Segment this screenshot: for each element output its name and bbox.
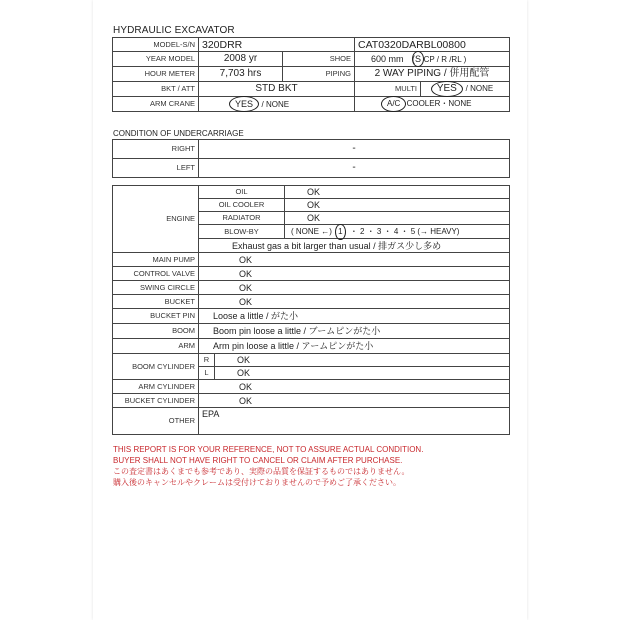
arm-cylinder-label: ARM CYLINDER [113, 380, 199, 394]
oil-value: OK [285, 186, 510, 199]
shoe-label: SHOE [283, 52, 355, 67]
other-value: EPA [199, 408, 510, 435]
model-sn-label: MODEL-S/N [113, 38, 199, 52]
swing-circle-label: SWING CIRCLE [113, 281, 199, 295]
arm-label: ARM [113, 339, 199, 354]
year-label: YEAR MODEL [113, 52, 199, 67]
report-title: HYDRAULIC EXCAVATOR [113, 25, 235, 36]
model-value: 320DRR [199, 38, 355, 52]
boom-cyl-l-value: OK [215, 367, 510, 380]
arm-crane-options: / NONE [261, 99, 290, 109]
radiator-label: RADIATOR [199, 212, 285, 225]
ac-options: COOLER・NONE [406, 99, 472, 108]
shoe-options: CP / R /RL ) [423, 54, 467, 64]
hour-value: 7,703 hrs [199, 67, 283, 82]
bucket-value: OK [199, 295, 510, 309]
other-label: OTHER [113, 408, 199, 435]
blowby-prefix: ( NONE ←) [291, 226, 332, 236]
bucket-label: BUCKET [113, 295, 199, 309]
arm-crane-cell [199, 97, 355, 112]
year-value: 2008 yr [199, 52, 283, 67]
multi-cell [421, 82, 510, 97]
right-value: - [199, 140, 510, 159]
engine-label: ENGINE [113, 186, 199, 253]
disclaimer-line-2: BUYER SHALL NOT HAVE RIGHT TO CANCEL OR CLAIM AFTER PURCHASE. [113, 456, 403, 465]
blowby-note: Exhaust gas a bit larger than usual / 排ガス少し多め [199, 239, 510, 253]
components-table [112, 185, 510, 435]
shoe-selected-s: S [415, 53, 422, 64]
boom-cyl-l-label: L [199, 367, 215, 380]
right-label: RIGHT [113, 140, 199, 159]
piping-label: PIPING [283, 67, 355, 82]
disclaimer-line-4: 購入後のキャンセルやクレームは受付けておりませんので予めご了承ください。 [113, 478, 401, 487]
blowby-suffix: ・ 2 ・ 3 ・ 4 ・ 5 (→ HEAVY) [349, 226, 460, 236]
left-label: LEFT [113, 159, 199, 178]
disclaimer-line-3: この査定書はあくまでも参考であり、実際の品質を保証するものではありません。 [113, 467, 410, 476]
ac-selected: A/C [387, 99, 401, 108]
piping-value: 2 WAY PIPING / 併用配管 [355, 67, 510, 82]
boom-value: Boom pin loose a little / ブームピンがた小 [199, 324, 510, 339]
main-pump-value: OK [199, 253, 510, 267]
ac-cell [355, 97, 510, 112]
boom-label: BOOM [113, 324, 199, 339]
swing-circle-value: OK [199, 281, 510, 295]
arm-cylinder-value: OK [199, 380, 510, 394]
arm-crane-yes-selected: YES [235, 98, 254, 109]
bkt-value: STD BKT [199, 82, 355, 97]
disclaimer [113, 444, 423, 488]
oil-label: OIL [199, 186, 285, 199]
main-pump-label: MAIN PUMP [113, 253, 199, 267]
control-valve-value: OK [199, 267, 510, 281]
bucket-pin-label: BUCKET PIN [113, 309, 199, 324]
arm-value: Arm pin loose a little / アームピンがた小 [199, 339, 510, 354]
undercarriage-table [112, 139, 510, 178]
boom-cyl-r-label: R [199, 354, 215, 367]
bucket-cylinder-value: OK [199, 394, 510, 408]
bkt-label: BKT / ATT [113, 82, 199, 97]
boom-cyl-r-value: OK [215, 354, 510, 367]
radiator-value: OK [285, 212, 510, 225]
blowby-scale [285, 225, 510, 239]
serial-value: CAT0320DARBL00800 [355, 38, 510, 52]
control-valve-label: CONTROL VALVE [113, 267, 199, 281]
boom-cylinder-label: BOOM CYLINDER [113, 354, 199, 380]
blowby-label: BLOW-BY [199, 225, 285, 239]
oil-cooler-value: OK [285, 199, 510, 212]
hour-label: HOUR METER [113, 67, 199, 82]
shoe-cell: 600 mm (S CP / R /RL ) [355, 52, 510, 67]
arm-crane-label: ARM CRANE [113, 97, 199, 112]
left-value: - [199, 159, 510, 178]
machine-info-table [112, 37, 510, 112]
oil-cooler-label: OIL COOLER [199, 199, 285, 212]
blowby-selected: 1 [338, 226, 343, 236]
multi-yes-selected: YES [436, 83, 457, 94]
bucket-cylinder-label: BUCKET CYLINDER [113, 394, 199, 408]
undercarriage-title: CONDITION OF UNDERCARRIAGE [113, 129, 244, 138]
multi-label: MULTI [355, 82, 421, 97]
bucket-pin-value: Loose a little / がた小 [199, 309, 510, 324]
multi-options: / NONE [465, 84, 494, 93]
disclaimer-line-1: THIS REPORT IS FOR YOUR REFERENCE, NOT TO ASSURE ACTUAL CONDITION. [113, 445, 424, 454]
shoe-value: 600 mm [371, 53, 404, 64]
